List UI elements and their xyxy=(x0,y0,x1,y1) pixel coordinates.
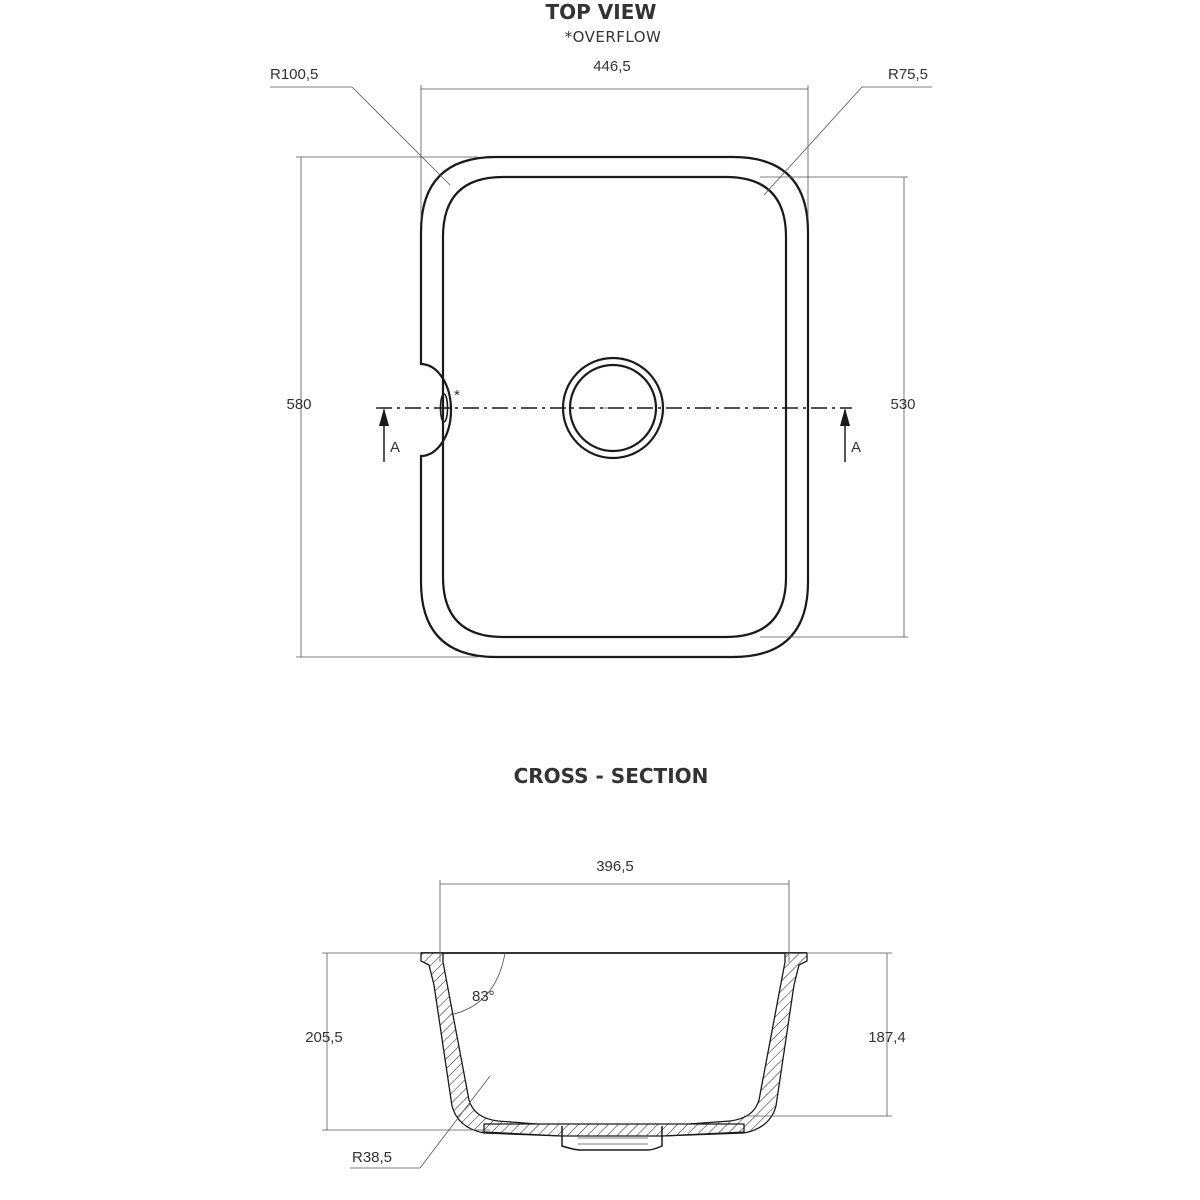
cross-section-title: CROSS - SECTION xyxy=(513,764,709,788)
bottom-section xyxy=(484,1124,744,1136)
top-view xyxy=(270,0,932,657)
outer-radius-label: R100,5 xyxy=(270,66,319,83)
inner-radius-label: R75,5 xyxy=(888,66,929,83)
bottom-width-label: 396,5 xyxy=(596,858,634,875)
section-marker-right: A xyxy=(851,439,862,456)
wall-angle-label: 83° xyxy=(472,988,495,1005)
inner-radius-leader xyxy=(764,87,932,195)
left-wall-section xyxy=(421,953,562,1136)
inner-length-dimension xyxy=(760,177,908,637)
outer-width-dimension xyxy=(421,85,808,218)
outer-length-label: 580 xyxy=(286,396,312,413)
cross-section xyxy=(305,764,906,1168)
inner-length-label: 530 xyxy=(890,396,916,413)
bottom-width-dimension xyxy=(440,880,789,962)
top-view-subtitle: *OVERFLOW xyxy=(564,28,662,46)
sink-inner-outline xyxy=(443,177,786,637)
section-arrow-right xyxy=(840,408,850,462)
section-marker-left: A xyxy=(390,439,401,456)
top-view-title: TOP VIEW xyxy=(545,0,657,24)
outer-width-label: 446,5 xyxy=(593,58,631,75)
section-arrow-left xyxy=(379,408,389,462)
right-wall-section xyxy=(662,953,807,1136)
inner-depth-label: 187,4 xyxy=(868,1029,906,1046)
overflow-marker: * xyxy=(454,387,460,404)
wall-angle-arc xyxy=(450,953,505,1015)
total-height-label: 205,5 xyxy=(305,1029,343,1046)
outer-radius-leader xyxy=(270,87,450,185)
bottom-radius-label: R38,5 xyxy=(352,1149,393,1166)
sink-outer-outline xyxy=(421,157,808,657)
